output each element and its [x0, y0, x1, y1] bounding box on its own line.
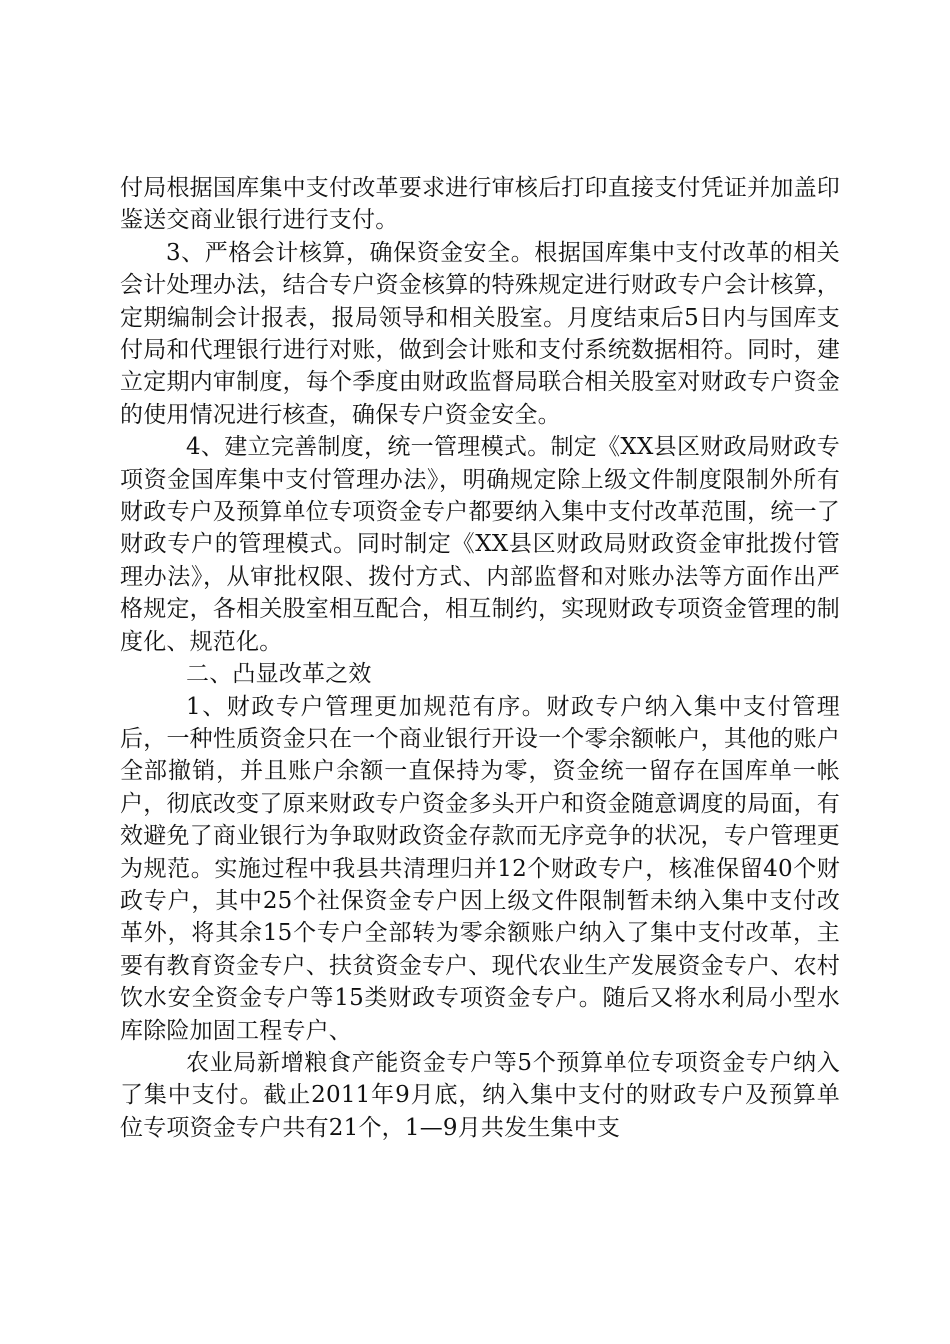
paragraph-section2-item-1: 1、财政专户管理更加规范有序。财政专户纳入集中支付管理后，一种性质资金只在一个商业银行开设一个零余额帐户，其他的账户全部撤销，并且账户余额一直保持为零，资金统一留存在国库单一帐户，彻底改变了原来财政专户资金多头开户和资金随意调度的局面，有效避免了商业银行为争取财政资金存款而无序竞争的状况，专户管理更为规范。实施过程中我县共清理归并12个财政专户，核准保留40个财政专户，其中25个社保资金专户因上级文件限制暂未纳入集中支付改革外，将其余15个专户全部转为零余额账户纳入了集中支付改革，主要有教育资金专户、扶贫资金专户、现代农业生产发展资金专户、农村饮水安全资金专户等15类财政专项资金专户。随后又将水利局小型水库除险加固工程专户、 — [120, 693, 840, 1044]
paragraph-continuation: 付局根据国库集中支付改革要求进行审核后打印直接支付凭证并加盖印鉴送交商业银行进行支付。 — [120, 175, 840, 234]
document-body — [120, 172, 840, 1144]
paragraph-item-4: 4、建立完善制度，统一管理模式。制定《XX县区财政局财政专项资金国库集中支付管理办法》，明确规定除上级文件制度限制外所有财政专户及预算单位专项资金专户都要纳入集中支付改革范围，统一了财政专户的管理模式。同时制定《XX县区财政局财政资金审批拨付管理办法》，从审批权限、拨付方式、内部监督和对账办法等方面作出严格规定，各相关股室相互配合，相互制约，实现财政专项资金管理的制度化、规范化。 — [120, 434, 840, 655]
paragraph-section2-item-1-continued: 农业局新增粮食产能资金专户等5个预算单位专项资金专户纳入了集中支付。截止2011年9月底，纳入集中支付的财政专户及预算单位专项资金专户共有21个，1—9月共发生集中支 — [120, 1049, 840, 1141]
paragraph-item-3: 3、严格会计核算，确保资金安全。根据国库集中支付改革的相关会计处理办法，结合专户资金核算的特殊规定进行财政专户会计核算，定期编制会计报表，报局领导和相关股室。月度结束后5日内与国库支付局和代理银行进行对账，做到会计账和支付系统数据相符。同时，建立定期内审制度，每个季度由财政监督局联合相关股室对财政专户资金的使用情况进行核查，确保专户资金安全。 — [120, 239, 840, 428]
section-heading: 二、凸显改革之效 — [186, 661, 372, 688]
